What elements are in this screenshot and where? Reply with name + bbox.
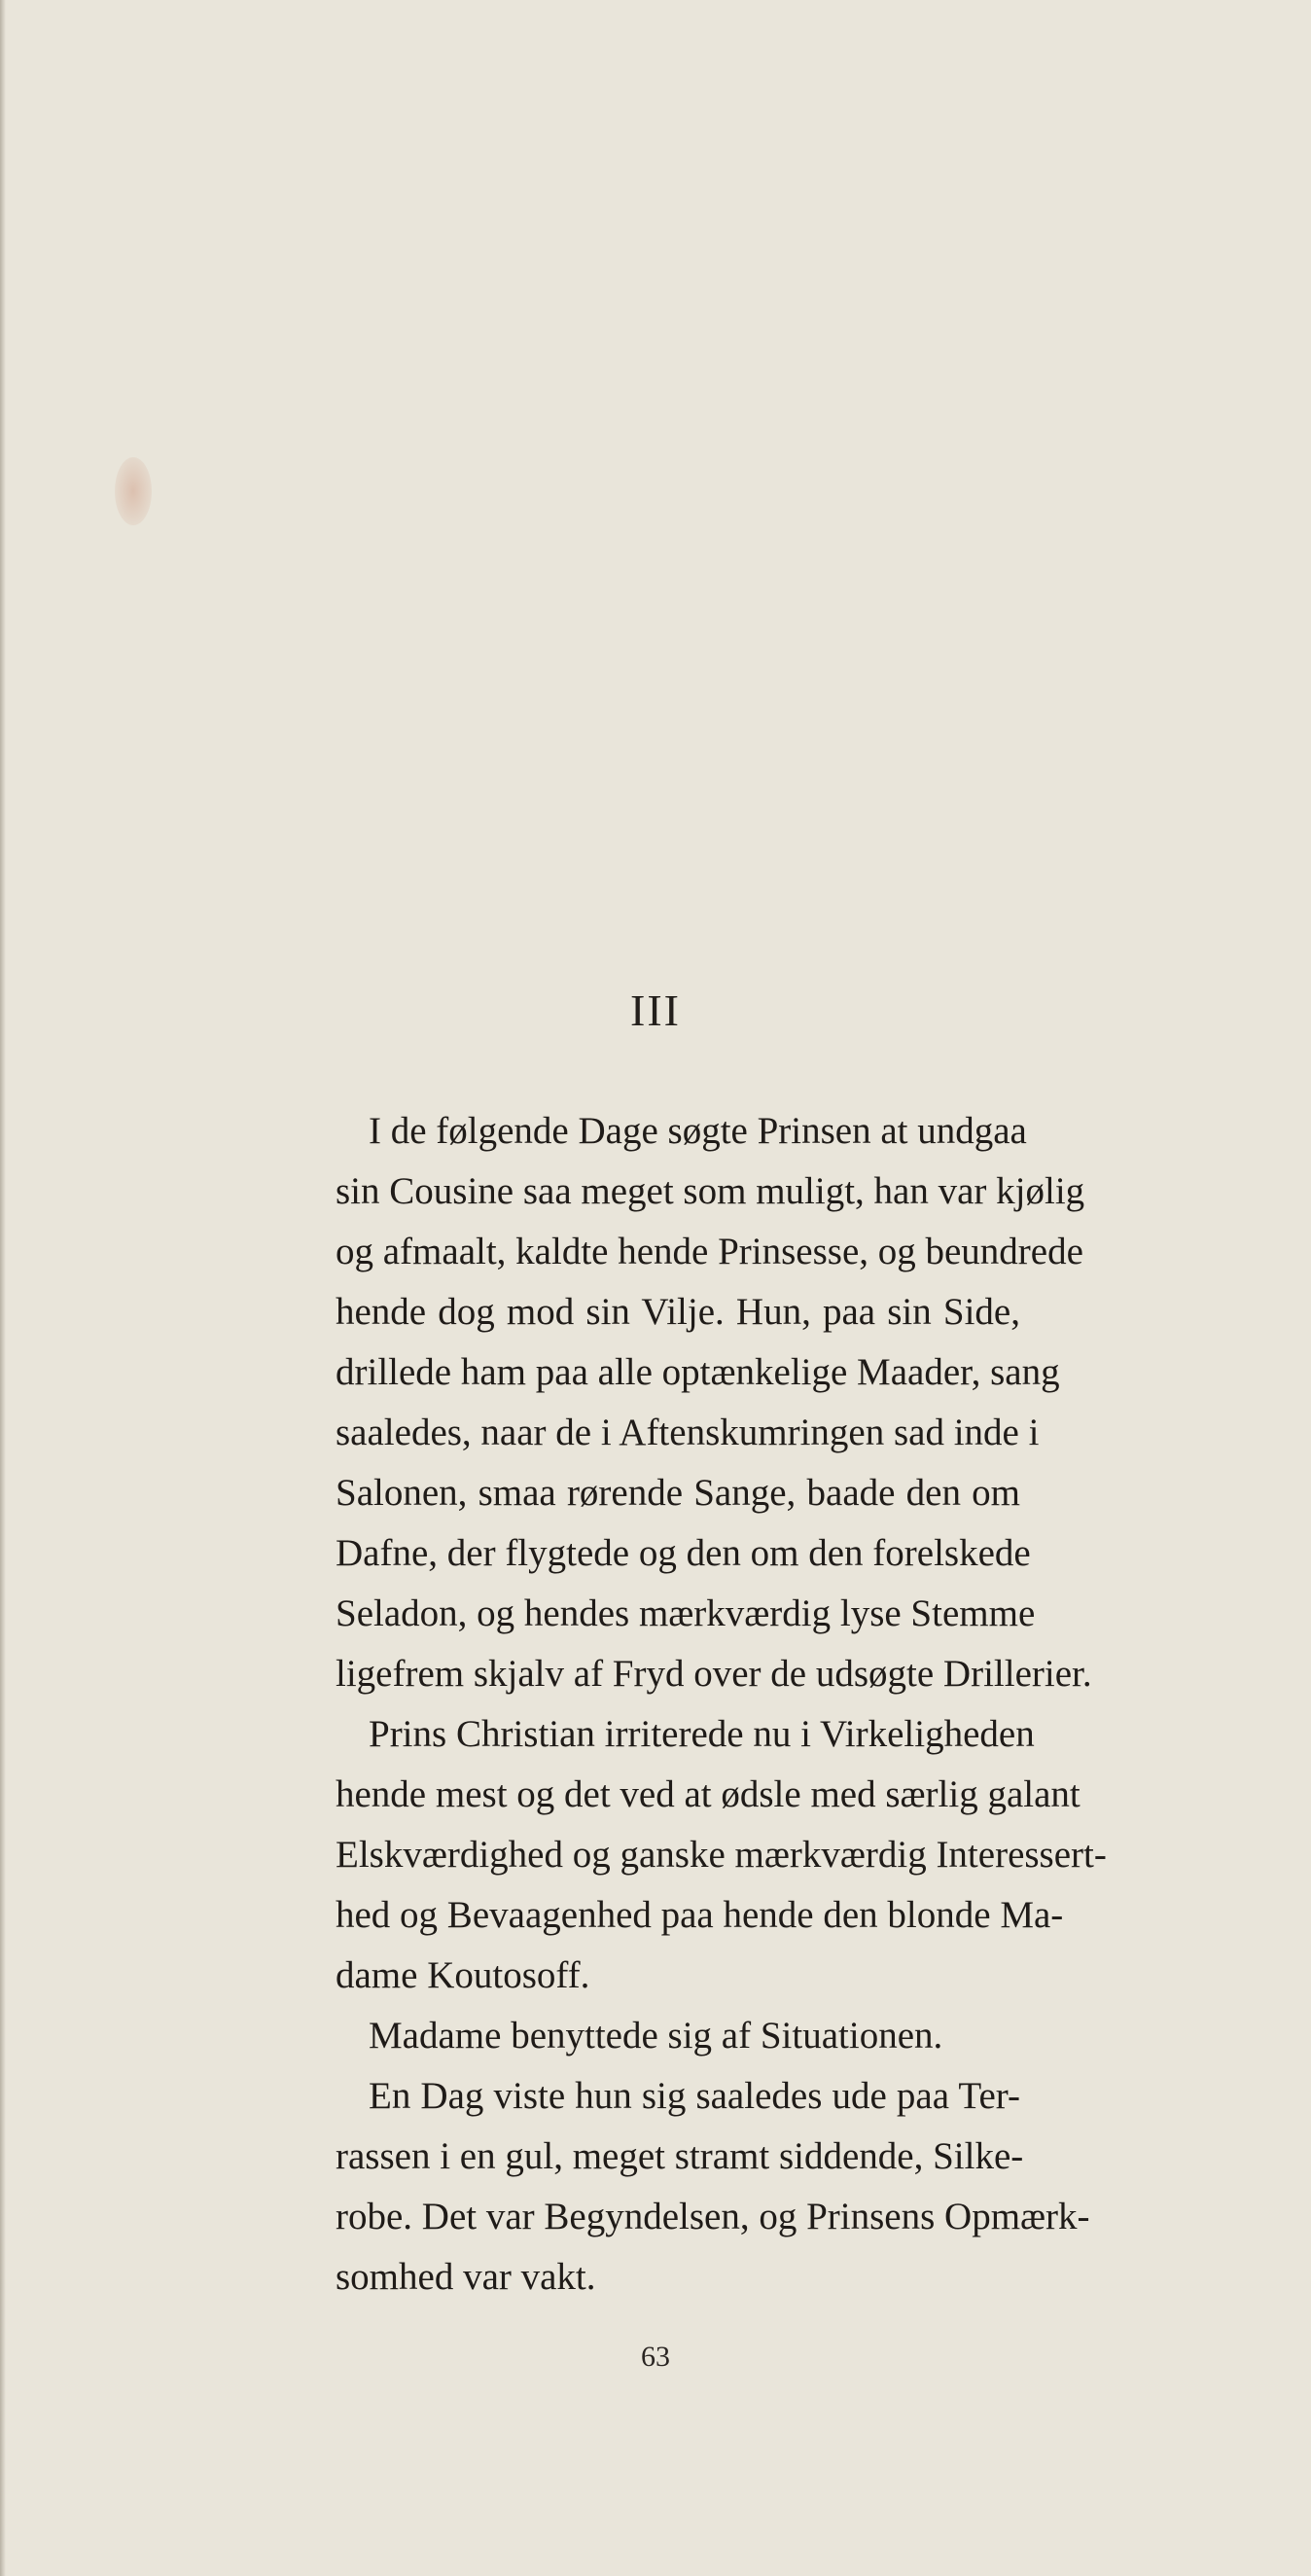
- text-line: og afmaalt, kaldte hende Prinsesse, og beundrede: [336, 1231, 1083, 1272]
- text-line: I de følgende Dage søgte Prinsen at undgaa: [369, 1110, 1027, 1152]
- text-line: sin Cousine saa meget som muligt, han var kjølig: [336, 1170, 1085, 1212]
- text-line: ligefrem skjalv af Fryd over de udsøgte Drillerier.: [336, 1653, 1092, 1695]
- text-line: Dafne, der flygtede og den om den forelskede: [336, 1532, 1031, 1574]
- text-line: Prins Christian irriterede nu i Virkeligheden: [369, 1713, 1035, 1755]
- text-line: rassen i en gul, meget stramt siddende, Silke-: [336, 2135, 1024, 2177]
- text-line: Salonen, smaa rørende Sange, baade den om: [336, 1472, 1020, 1514]
- text-line: dame Koutosoff.: [336, 1954, 590, 1996]
- text-line: hende dog mod sin Vilje. Hun, paa sin Side,: [336, 1291, 1020, 1333]
- text-line: saaledes, naar de i Aftenskumringen sad inde i: [336, 1412, 1040, 1453]
- text-line: Madame benyttede sig af Situationen.: [369, 2015, 943, 2057]
- chapter-heading: III: [630, 985, 681, 1035]
- text-line: Elskværdighed og ganske mærkværdig Interessert-: [336, 1834, 1107, 1876]
- text-line: drillede ham paa alle optænkelige Maader, sang: [336, 1351, 1060, 1393]
- paper-stain: [115, 457, 152, 525]
- text-line: hende mest og det ved at ødsle med særlig galant: [336, 1773, 1081, 1815]
- page-edge: [0, 0, 6, 2576]
- page-number: 63: [641, 2341, 670, 2373]
- text-line: hed og Bevaagenhed paa hende den blonde Ma-: [336, 1894, 1064, 1936]
- text-line: robe. Det var Begyndelsen, og Prinsens Opmærk-: [336, 2196, 1090, 2237]
- text-line: En Dag viste hun sig saaledes ude paa Ter-: [369, 2075, 1020, 2117]
- text-line: somhed var vakt.: [336, 2256, 596, 2298]
- text-line: Seladon, og hendes mærkværdig lyse Stemme: [336, 1592, 1036, 1634]
